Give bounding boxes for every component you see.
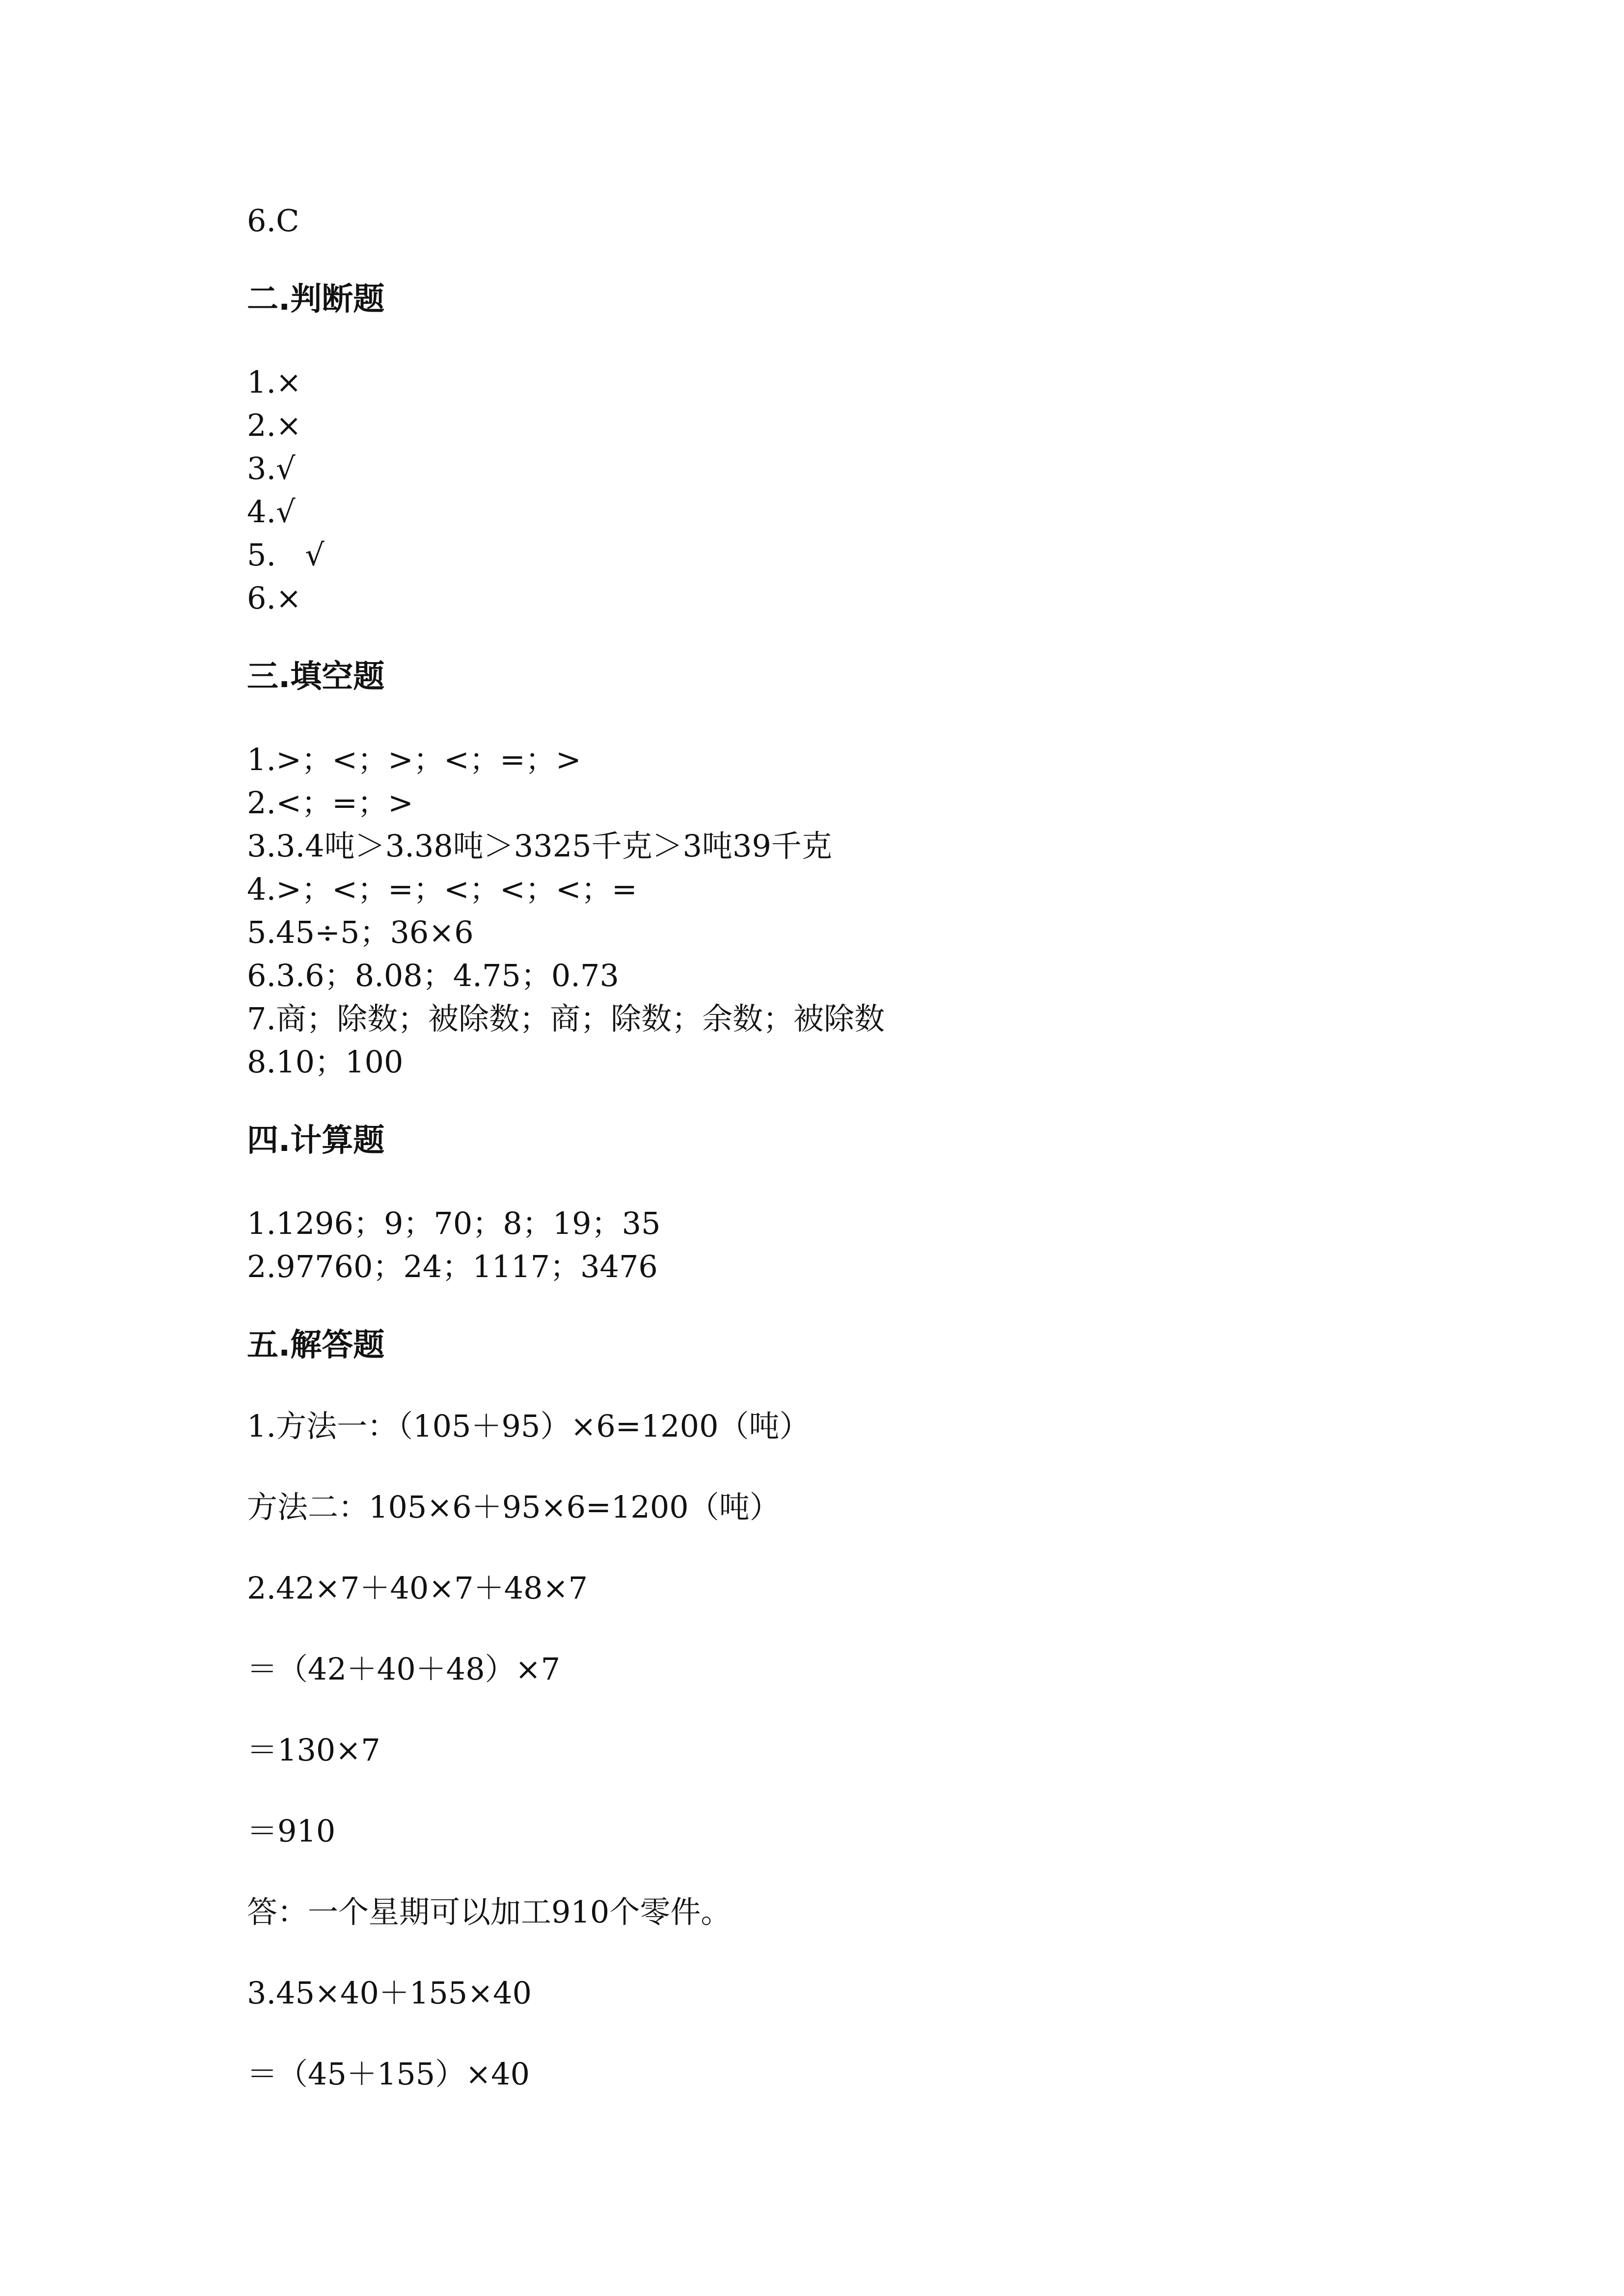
word-problem-line-1: 1.方法一：（105＋95）×6=1200（吨）	[247, 1408, 810, 1444]
top-answer-item: 6.C	[247, 203, 299, 239]
word-problem-line-8: 3.45×40＋155×40	[247, 1975, 532, 2011]
word-problem-line-2: 方法二：105×6＋95×6=1200（吨）	[247, 1489, 780, 1525]
true-false-answer-3: 3.√	[247, 451, 296, 486]
section-calculation-title: 四.计算题	[247, 1122, 385, 1159]
true-false-answer-1: 1.×	[247, 364, 302, 400]
fill-blank-answer-6: 6.3.6；8.08；4.75；0.73	[247, 958, 619, 993]
fill-blank-answer-7: 7.商；除数；被除数；商；除数；余数；被除数	[247, 1001, 885, 1037]
word-problem-line-3: 2.42×7＋40×7＋48×7	[247, 1570, 588, 1606]
true-false-answer-6: 6.×	[247, 580, 302, 616]
fill-blank-answer-2: 2.<；=；>	[247, 785, 414, 821]
fill-blank-answer-1: 1.>；<；>；<；=；>	[247, 742, 581, 777]
word-problem-line-9: ＝（45＋155）×40	[247, 2056, 530, 2092]
calculation-answer-2: 2.97760；24；1117；3476	[247, 1249, 658, 1284]
fill-blank-answer-3: 3.3.4吨＞3.38吨＞3325千克＞3吨39千克	[247, 828, 832, 864]
true-false-answer-5: 5. √	[247, 537, 325, 573]
word-problem-line-4: ＝（42＋40＋48）×7	[247, 1651, 561, 1687]
true-false-answer-2: 2.×	[247, 407, 302, 443]
fill-blank-answer-5: 5.45÷5；36×6	[247, 914, 474, 950]
fill-blank-answer-4: 4.>；<；=；<；<；<；=	[247, 871, 637, 907]
calculation-answer-1: 1.1296；9；70；8；19；35	[247, 1205, 661, 1241]
section-true-false-title: 二.判断题	[247, 281, 385, 318]
section-fill-blank-title: 三.填空题	[247, 659, 385, 695]
section-word-problem-title: 五.解答题	[247, 1327, 385, 1363]
fill-blank-answer-8: 8.10；100	[247, 1044, 404, 1080]
true-false-answer-4: 4.√	[247, 494, 296, 530]
word-problem-line-7: 答：一个星期可以加工910个零件。	[247, 1894, 731, 1930]
word-problem-line-5: ＝130×7	[247, 1732, 380, 1768]
word-problem-line-6: ＝910	[247, 1813, 336, 1849]
